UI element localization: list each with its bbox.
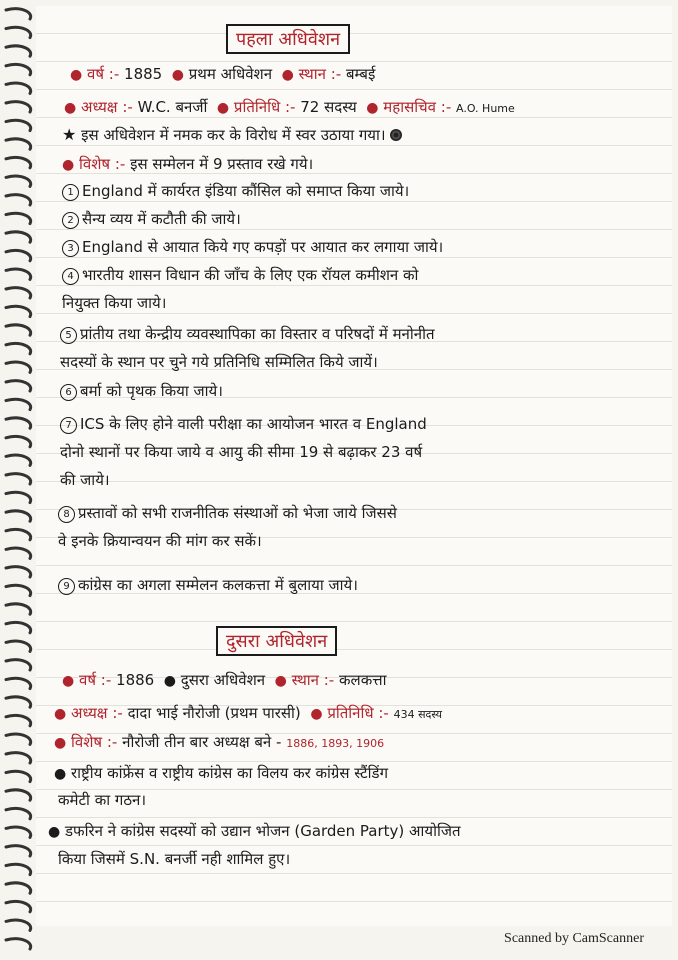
spiral-ring <box>6 455 31 465</box>
point-5-line-1 <box>60 324 435 344</box>
point-number: 3 <box>62 240 79 257</box>
point-number: 7 <box>60 417 77 434</box>
spiral-ring <box>6 492 31 502</box>
spiral-ring <box>6 883 31 893</box>
spiral-binding <box>0 0 40 960</box>
point-text: प्रस्तावों को सभी राजनीतिक संस्थाओं को भेजा जाये जिससे <box>78 504 397 522</box>
spiral-ring <box>6 902 31 912</box>
spiral-ring <box>6 288 31 298</box>
spiral-ring <box>6 158 31 168</box>
scanner-watermark: Scanned by CamScanner <box>504 931 644 946</box>
point-text: England से आयात किये गए कपड़ों पर आयात कर लगाया जाये। <box>82 238 444 256</box>
spiral-ring <box>6 771 31 781</box>
point-text: ICS के लिए होने वाली परीक्षा का आयोजन भारत व England <box>80 415 427 433</box>
point-7-line-3 <box>60 470 110 490</box>
point-text: कांग्रेस का अगला सम्मेलन कलकत्ता में बुलाया जाये। <box>78 576 358 594</box>
point-8-line-2 <box>58 531 262 551</box>
spiral-ring <box>6 269 31 279</box>
spiral-ring <box>6 9 31 19</box>
spiral-ring <box>6 437 31 447</box>
spiral-ring <box>6 399 31 409</box>
point-number: 6 <box>60 384 77 401</box>
spiral-ring <box>6 604 31 614</box>
point-4-line-1 <box>62 265 418 285</box>
point-text: दोनो स्थानों पर किया जाये व आयु की सीमा 19 से बढ़ाकर 23 वर्ष <box>60 443 423 461</box>
point-6-line-1 <box>60 381 223 401</box>
spiral-ring <box>6 641 31 651</box>
second-dufferin-line-1: ● डफरिन ने कांग्रेस सदस्यों को उद्यान भोजन (Garden Party) आयोजित <box>48 822 461 840</box>
point-1-line-1 <box>62 181 409 201</box>
second-session-heading: दुसरा अधिवेशन <box>216 626 337 656</box>
point-text: भारतीय शासन विधान की जाँच के लिए एक रॉयल कमीशन को <box>82 266 419 284</box>
second-merge-line-1: ● राष्ट्रीय कांफ्रेंस व राष्ट्रीय कांग्रेस का विलय कर कांग्रेस स्टैंडिंग <box>54 764 389 782</box>
spiral-ring <box>6 790 31 800</box>
spiral-ring <box>6 716 31 726</box>
point-2-line-1 <box>62 209 241 229</box>
point-text: सैन्य व्यय में कटौती की जाये। <box>82 210 241 228</box>
spiral-ring <box>6 623 31 633</box>
spiral-ring <box>6 46 31 56</box>
spiral-ring <box>6 176 31 186</box>
spiral-ring <box>6 306 31 316</box>
spiral-ring <box>6 344 31 354</box>
point-7-line-2 <box>60 442 422 462</box>
second-special-line: ● विशेष :- नौरोजी तीन बार अध्यक्ष बने - 1886, 1893, 1906 <box>54 733 385 751</box>
spiral-ring <box>6 697 31 707</box>
spiral-ring <box>6 251 31 261</box>
spiral-ring <box>6 418 31 428</box>
first-special-line: ● विशेष :- इस सम्मेलन में 9 प्रस्ताव रखे गये। <box>62 155 314 173</box>
spiral-ring <box>6 511 31 521</box>
second-year-line: ● वर्ष :- 1886 ● दुसरा अधिवेशन ● स्थान :- कलकत्ता <box>62 671 387 689</box>
point-text: सदस्यों के स्थान पर चुने गये प्रतिनिधि सम्मिलित किये जायें। <box>60 353 378 371</box>
spiral-ring <box>6 846 31 856</box>
spiral-ring <box>6 195 31 205</box>
spiral-ring <box>6 362 31 372</box>
point-text: वे इनके क्रियान्वयन की मांग कर सकें। <box>58 532 262 550</box>
spiral-ring <box>6 827 31 837</box>
second-dufferin-line-2: किया जिसमें S.N. बनर्जी नही शामिल हुए। <box>58 850 291 868</box>
point-number: 8 <box>58 506 75 523</box>
spiral-ring <box>6 753 31 763</box>
spiral-ring <box>6 474 31 484</box>
spiral-ring <box>6 83 31 93</box>
point-number: 4 <box>62 268 79 285</box>
point-9-line-1 <box>58 575 358 595</box>
spiral-ring <box>6 678 31 688</box>
point-3-line-1 <box>62 237 443 257</box>
point-number: 9 <box>58 578 75 595</box>
spiral-ring <box>6 232 31 242</box>
spiral-ring <box>6 567 31 577</box>
spiral-ring <box>6 120 31 130</box>
second-merge-line-2: कमेटी का गठन। <box>58 791 147 809</box>
point-text: बर्मा को पृथक किया जाये। <box>80 382 223 400</box>
spiral-ring <box>6 585 31 595</box>
spiral-ring <box>6 864 31 874</box>
spiral-ring <box>6 809 31 819</box>
spiral-ring <box>6 530 31 540</box>
point-7-line-1 <box>60 414 427 434</box>
point-4-line-2 <box>62 293 166 313</box>
point-number: 1 <box>62 184 79 201</box>
spiral-ring <box>6 381 31 391</box>
point-number: 5 <box>60 327 77 344</box>
spiral-ring <box>6 660 31 670</box>
point-8-line-1 <box>58 503 397 523</box>
spiral-ring <box>6 734 31 744</box>
first-star-note: ★ इस अधिवेशन में नमक कर के विरोध में स्वर उठाया गया। <box>62 125 402 145</box>
point-text: England में कार्यरत इंडिया कौंसिल को समाप्त किया जाये। <box>82 182 410 200</box>
first-president-line: ● अध्यक्ष :- W.C. बनर्जी ● प्रतिनिधि :- 72 सदस्य ● महासचिव :- A.O. Hume <box>64 98 515 116</box>
spiral-ring <box>6 102 31 112</box>
point-number: 2 <box>62 212 79 229</box>
spiral-ring <box>6 325 31 335</box>
first-year-line: ● वर्ष :- 1885 ● प्रथम अधिवेशन ● स्थान :- बम्बई <box>70 65 376 83</box>
spiral-ring <box>6 939 31 949</box>
point-text: प्रांतीय तथा केन्द्रीय व्यवस्थापिका का विस्तार व परिषदों में मनोनीत <box>80 325 435 343</box>
spiral-ring <box>6 139 31 149</box>
point-5-line-2 <box>60 352 378 372</box>
spiral-ring <box>6 920 31 930</box>
spiral-ring <box>6 65 31 75</box>
point-text: नियुक्त किया जाये। <box>62 294 167 312</box>
point-text: की जाये। <box>60 471 110 489</box>
spiral-ring <box>6 27 31 37</box>
second-president-line: ● अध्यक्ष :- दादा भाई नौरोजी (प्रथम पारसी) ● प्रतिनिधि :- 434 सदस्य <box>54 704 443 722</box>
first-session-heading: पहला अधिवेशन <box>226 24 350 54</box>
spiral-ring <box>6 548 31 558</box>
flower-doodle-icon <box>390 129 402 141</box>
spiral-ring <box>6 213 31 223</box>
